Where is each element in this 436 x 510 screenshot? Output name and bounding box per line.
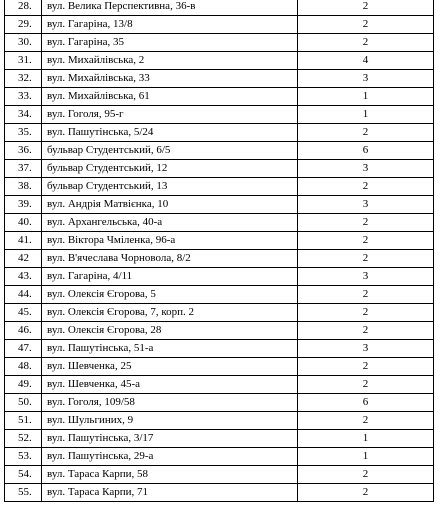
count-cell: 4	[298, 52, 434, 70]
table-row	[5, 124, 434, 142]
count-cell: 2	[298, 304, 434, 322]
count-cell: 2	[298, 484, 434, 502]
count-cell: 2	[298, 16, 434, 34]
count-cell: 3	[298, 196, 434, 214]
row-number: 31.	[5, 52, 42, 70]
table-row	[5, 232, 434, 250]
count-cell: 2	[298, 124, 434, 142]
address-cell: вул. Велика Перспективна, 36-в	[42, 0, 298, 16]
count-cell: 3	[298, 268, 434, 286]
count-cell: 6	[298, 142, 434, 160]
address-cell: вул. Пашутінська, 51-а	[42, 340, 298, 358]
table-row	[5, 358, 434, 376]
address-cell: бульвар Студентський, 13	[42, 178, 298, 196]
row-number: 40.	[5, 214, 42, 232]
address-cell: вул. В'ячеслава Чорновола, 8/2	[42, 250, 298, 268]
row-number: 55.	[5, 484, 42, 502]
table-row	[5, 412, 434, 430]
address-table	[4, 0, 434, 502]
row-number: 35.	[5, 124, 42, 142]
table-row	[5, 88, 434, 106]
address-cell: бульвар Студентський, 12	[42, 160, 298, 178]
table-row	[5, 160, 434, 178]
address-cell: вул. Олексія Єгорова, 28	[42, 322, 298, 340]
address-cell: вул. Пашутінська, 5/24	[42, 124, 298, 142]
address-cell: вул. Гоголя, 95-г	[42, 106, 298, 124]
table-row	[5, 484, 434, 502]
count-cell: 2	[298, 412, 434, 430]
row-number: 47.	[5, 340, 42, 358]
address-cell: вул. Гагаріна, 13/8	[42, 16, 298, 34]
count-cell: 2	[298, 0, 434, 16]
table-row	[5, 322, 434, 340]
address-cell: вул. Михайлівська, 2	[42, 52, 298, 70]
address-cell: вул. Віктора Чміленка, 96-а	[42, 232, 298, 250]
count-cell: 2	[298, 178, 434, 196]
table-row	[5, 178, 434, 196]
count-cell: 2	[298, 376, 434, 394]
row-number: 28.	[5, 0, 42, 16]
row-number: 50.	[5, 394, 42, 412]
address-cell: вул. Пашутінська, 29-а	[42, 448, 298, 466]
address-cell: вул. Гагаріна, 4/11	[42, 268, 298, 286]
row-number: 30.	[5, 34, 42, 52]
address-cell: вул. Гоголя, 109/58	[42, 394, 298, 412]
table-row	[5, 376, 434, 394]
count-cell: 2	[298, 358, 434, 376]
count-cell: 2	[298, 466, 434, 484]
row-number: 37.	[5, 160, 42, 178]
count-cell: 2	[298, 34, 434, 52]
table-row	[5, 70, 434, 88]
table-row	[5, 250, 434, 268]
address-cell: бульвар Студентський, 6/5	[42, 142, 298, 160]
count-cell: 2	[298, 232, 434, 250]
table-row	[5, 214, 434, 232]
table-row	[5, 196, 434, 214]
table-row	[5, 34, 434, 52]
table-row	[5, 304, 434, 322]
count-cell: 2	[298, 214, 434, 232]
row-number: 48.	[5, 358, 42, 376]
count-cell: 1	[298, 430, 434, 448]
address-cell: вул. Тараса Карпи, 58	[42, 466, 298, 484]
row-number: 52.	[5, 430, 42, 448]
table-row	[5, 268, 434, 286]
row-number: 38.	[5, 178, 42, 196]
address-cell: вул. Архангельська, 40-а	[42, 214, 298, 232]
row-number: 36.	[5, 142, 42, 160]
count-cell: 2	[298, 250, 434, 268]
count-cell: 1	[298, 88, 434, 106]
address-cell: вул. Гагаріна, 35	[42, 34, 298, 52]
table-row	[5, 286, 434, 304]
row-number: 29.	[5, 16, 42, 34]
address-cell: вул. Шевченка, 25	[42, 358, 298, 376]
row-number: 34.	[5, 106, 42, 124]
table-row	[5, 142, 434, 160]
row-number: 51.	[5, 412, 42, 430]
row-number: 39.	[5, 196, 42, 214]
table-row	[5, 394, 434, 412]
table-row	[5, 466, 434, 484]
count-cell: 1	[298, 106, 434, 124]
row-number: 53.	[5, 448, 42, 466]
table-row	[5, 16, 434, 34]
address-cell: вул. Михайлівська, 61	[42, 88, 298, 106]
address-cell: вул. Михайлівська, 33	[42, 70, 298, 88]
count-cell: 3	[298, 70, 434, 88]
row-number: 54.	[5, 466, 42, 484]
count-cell: 2	[298, 322, 434, 340]
row-number: 46.	[5, 322, 42, 340]
table-row	[5, 106, 434, 124]
address-cell: вул. Олексія Єгорова, 5	[42, 286, 298, 304]
row-number: 43.	[5, 268, 42, 286]
row-number: 33.	[5, 88, 42, 106]
row-number: 42	[5, 250, 42, 268]
row-number: 32.	[5, 70, 42, 88]
table-row	[5, 340, 434, 358]
table-row	[5, 448, 434, 466]
count-cell: 3	[298, 160, 434, 178]
count-cell: 2	[298, 286, 434, 304]
address-cell: вул. Олексія Єгорова, 7, корп. 2	[42, 304, 298, 322]
row-number: 49.	[5, 376, 42, 394]
address-cell: вул. Пашутінська, 3/17	[42, 430, 298, 448]
table-row	[5, 430, 434, 448]
address-cell: вул. Шульгиних, 9	[42, 412, 298, 430]
table-row	[5, 0, 434, 16]
address-table-body	[5, 0, 434, 502]
row-number: 44.	[5, 286, 42, 304]
count-cell: 3	[298, 340, 434, 358]
address-cell: вул. Шевченка, 45-а	[42, 376, 298, 394]
address-cell: вул. Тараса Карпи, 71	[42, 484, 298, 502]
row-number: 41.	[5, 232, 42, 250]
row-number: 45.	[5, 304, 42, 322]
count-cell: 6	[298, 394, 434, 412]
table-row	[5, 52, 434, 70]
count-cell: 1	[298, 448, 434, 466]
address-cell: вул. Андрія Матвієнка, 10	[42, 196, 298, 214]
